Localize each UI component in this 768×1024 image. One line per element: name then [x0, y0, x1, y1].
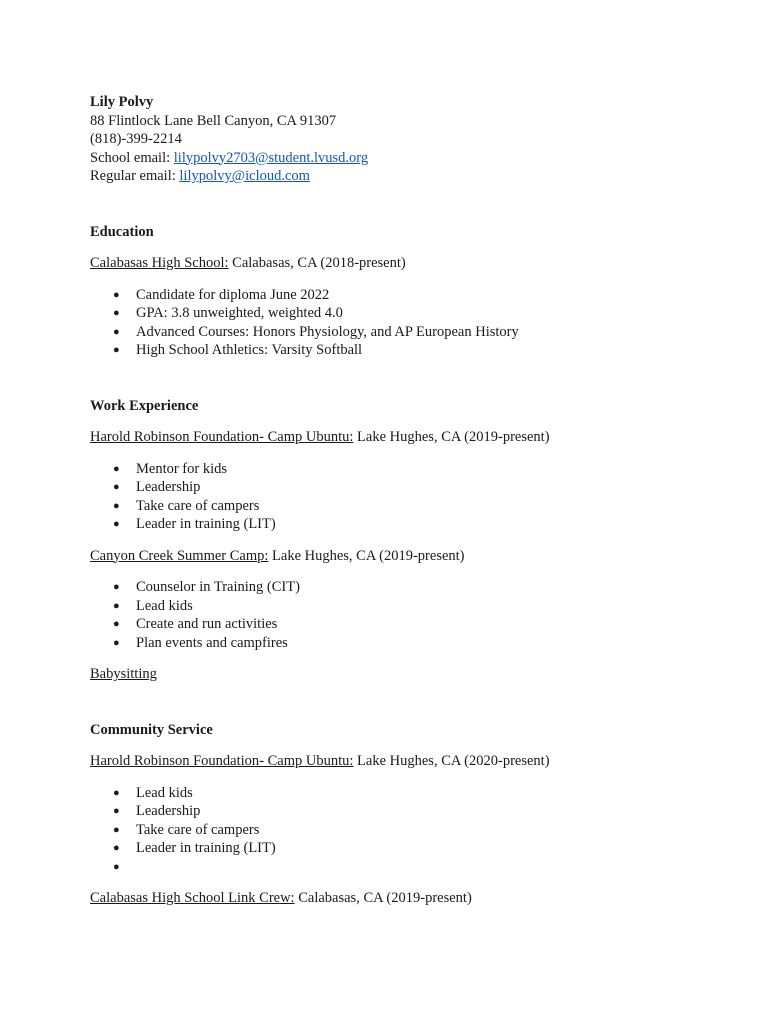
entry-organization: Harold Robinson Foundation- Camp Ubuntu:	[90, 429, 354, 445]
list-item	[90, 634, 730, 653]
spacer	[90, 447, 730, 460]
list-item-text: Take care of campers	[136, 821, 260, 838]
list-item-text: Take care of campers	[136, 497, 260, 514]
entry-organization: Harold Robinson Foundation- Camp Ubuntu:	[90, 753, 354, 769]
bullet-icon: ●	[113, 581, 120, 593]
list-item-text: Leader in training (LIT)	[136, 840, 276, 856]
list-item-text: Candidate for diploma June 2022	[136, 286, 330, 303]
bullet-icon: ●	[113, 462, 120, 475]
list-item	[90, 597, 730, 616]
bullet-icon: ●	[113, 860, 120, 873]
bullet-icon: ●	[113, 636, 120, 649]
spacer	[90, 876, 730, 889]
bullet-icon: ●	[113, 823, 120, 836]
community-entry	[90, 889, 730, 908]
bullet-icon: ●	[113, 344, 120, 356]
entry-organization: Babysitting	[90, 666, 157, 682]
spacer	[90, 241, 730, 254]
bullet-icon: ●	[113, 618, 120, 630]
list-item	[90, 323, 730, 342]
school-email-link[interactable]: lilypolvy2703@student.lvusd.org	[173, 149, 369, 166]
list-item-text: Leadership	[136, 803, 201, 819]
list-item	[90, 858, 730, 877]
applicant-name: Lily Polvy	[90, 94, 154, 110]
entry-organization: Canyon Creek Summer Camp:	[90, 547, 269, 564]
work-heading: Work Experience	[90, 397, 199, 414]
list-item	[90, 478, 730, 497]
bullet-icon: ●	[113, 599, 120, 612]
spacer	[90, 534, 730, 547]
school-email-line	[90, 149, 730, 168]
work-entry	[90, 547, 730, 566]
list-item-text: Counselor in Training (CIT)	[136, 579, 300, 595]
list-item-text: Mentor for kids	[136, 460, 228, 477]
bullet-icon: ●	[113, 481, 120, 493]
spacer	[90, 739, 730, 752]
spacer	[90, 684, 730, 721]
list-item-text: Plan events and campfires	[136, 634, 288, 651]
entry-detail: Calabasas, CA (2018-present)	[228, 255, 406, 271]
regular-email-label: Regular email:	[90, 168, 180, 184]
list-item-text: High School Athletics: Varsity Softball	[136, 342, 363, 358]
bullet-icon: ●	[113, 842, 120, 854]
contact-block	[90, 93, 730, 186]
community-heading: Community Service	[90, 721, 213, 738]
education-heading: Education	[90, 223, 154, 240]
address: 88 Flintlock Lane Bell Canyon, CA 91307	[90, 112, 337, 129]
list-item-text: Advanced Courses: Honors Physiology, and AP European History	[136, 323, 519, 340]
work-entry	[90, 428, 730, 447]
phone: (818)-399-2214	[90, 131, 182, 147]
list-item	[90, 578, 730, 597]
entry-organization: Calabasas High School:	[90, 255, 229, 271]
work-entry	[90, 665, 730, 684]
entry-organization: Calabasas High School Link Crew:	[90, 890, 295, 906]
entry-detail: Lake Hughes, CA (2019-present)	[353, 429, 550, 445]
list-item-text: Lead kids	[136, 784, 193, 801]
list-item-text: Create and run activities	[136, 616, 278, 632]
spacer	[90, 273, 730, 286]
spacer	[90, 360, 730, 397]
list-item-text: Leadership	[136, 479, 201, 495]
bullet-icon: ●	[113, 499, 120, 512]
entry-detail: Calabasas, CA (2019-present)	[294, 890, 472, 906]
spacer	[90, 565, 730, 578]
list-item	[90, 615, 730, 634]
bullet-icon: ●	[113, 786, 120, 799]
list-item	[90, 821, 730, 840]
list-item	[90, 515, 730, 534]
spacer	[90, 771, 730, 784]
list-item	[90, 784, 730, 803]
work-bullets	[90, 460, 730, 534]
list-item-text: GPA: 3.8 unweighted, weighted 4.0	[136, 305, 343, 321]
spacer	[90, 186, 730, 223]
regular-email-line	[90, 167, 730, 186]
bullet-icon: ●	[113, 325, 120, 338]
list-item-text: Lead kids	[136, 597, 193, 614]
bullet-icon: ●	[113, 288, 120, 301]
entry-detail: Lake Hughes, CA (2020-present)	[353, 753, 550, 769]
list-item	[90, 802, 730, 821]
regular-email-link[interactable]: lilypolvy@icloud.com	[179, 168, 310, 184]
spacer	[90, 415, 730, 428]
community-bullets	[90, 784, 730, 877]
work-bullets	[90, 578, 730, 652]
list-item	[90, 497, 730, 516]
community-entry	[90, 752, 730, 771]
list-item	[90, 839, 730, 858]
bullet-icon: ●	[113, 307, 120, 319]
list-item	[90, 286, 730, 305]
list-item	[90, 460, 730, 479]
spacer	[90, 652, 730, 665]
education-bullets	[90, 286, 730, 360]
resume-page	[90, 93, 730, 908]
list-item	[90, 304, 730, 323]
school-email-label: School email:	[90, 149, 174, 166]
education-entry	[90, 254, 730, 273]
list-item-text: Leader in training (LIT)	[136, 516, 276, 532]
bullet-icon: ●	[113, 518, 120, 530]
list-item	[90, 341, 730, 360]
bullet-icon: ●	[113, 805, 120, 817]
entry-detail: Lake Hughes, CA (2019-present)	[268, 547, 465, 564]
